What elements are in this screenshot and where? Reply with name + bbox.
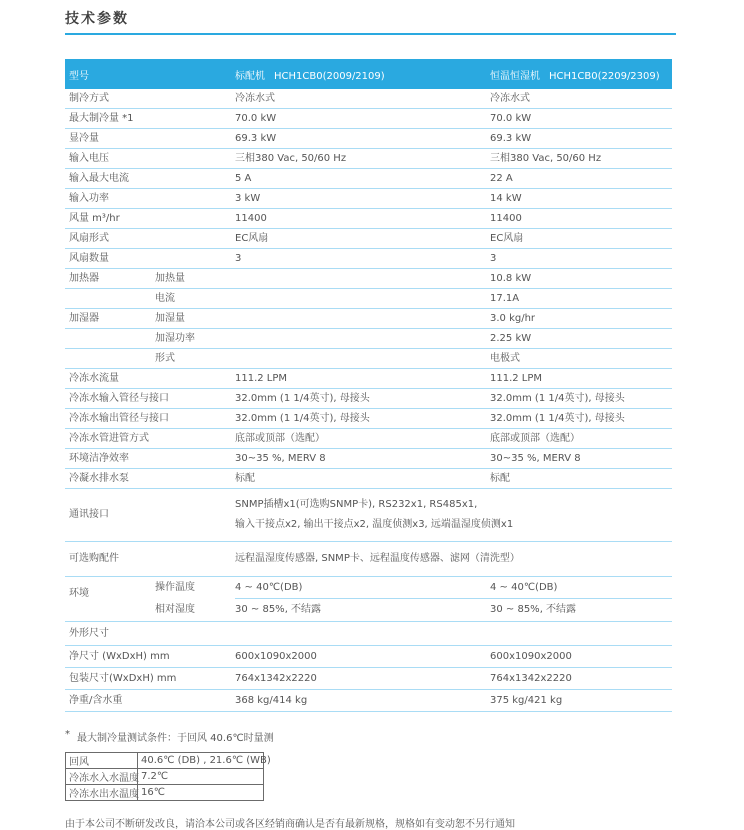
spec-row — [65, 329, 672, 349]
row-label: 冷冻水管进管方式 — [69, 432, 149, 444]
disclaimer-text: 由于本公司不断研发改良，请洽本公司或各区经销商确认是否有最新规格，规格如有变动恕不另行通知 — [65, 819, 515, 830]
test-condition-label: 冷冻水出水温度 — [69, 789, 139, 800]
spec-row — [65, 469, 672, 489]
row-label — [65, 349, 155, 368]
row-value-hvac: 10.8 kW — [490, 272, 532, 284]
row-value-standard: 标配 — [235, 472, 255, 484]
row-value-hvac: 电极式 — [490, 352, 520, 364]
header-hvac-label: 恒温恒湿机 — [490, 70, 540, 82]
header-model-label: 型号 — [69, 70, 89, 82]
row-value-span — [235, 542, 672, 576]
row-label: 制冷方式 — [69, 92, 109, 104]
row-sub-label — [155, 129, 235, 148]
test-condition-row — [66, 753, 271, 768]
row-sub-label: 操作温度 — [155, 582, 195, 593]
row-label: 输入电压 — [69, 152, 109, 164]
row-label — [65, 329, 155, 348]
header-standard-model: HCH1CB0(2009/2109) — [274, 70, 385, 82]
spec-row — [65, 169, 672, 189]
row-value-standard: 底部或顶部（选配） — [235, 432, 325, 444]
spec-row — [65, 89, 672, 109]
row-label: 净尺寸 (WxDxH) mm — [69, 650, 170, 662]
spec-row — [65, 646, 672, 668]
row-value-line: 输入干接点x2, 输出干接点x2, 温度侦测x3, 远端温湿度侦测x1 — [235, 519, 514, 530]
header-standard-column — [235, 67, 490, 82]
row-value-standard: 4 ~ 40℃(DB) — [235, 577, 490, 599]
row-value-hvac: 70.0 kW — [490, 112, 532, 124]
row-value-standard: 3 kW — [235, 192, 261, 204]
test-condition-row — [66, 768, 263, 784]
test-condition-value: 7.2℃ — [137, 769, 263, 784]
spec-row — [65, 389, 672, 409]
row-value-hvac: 30 ~ 85%, 不结露 — [490, 604, 577, 615]
spec-row — [65, 599, 672, 622]
row-label: 外形尺寸 — [69, 627, 109, 639]
spec-row — [65, 289, 672, 309]
row-sub-label: 电流 — [155, 292, 175, 304]
row-sub-label — [155, 622, 235, 645]
spec-row — [65, 429, 672, 449]
row-label: 最大制冷量 *1 — [69, 112, 134, 124]
footnote-text: 最大制冷量测试条件：于回风 40.6℃时量测 — [77, 733, 274, 744]
row-sub-label: 相对湿度 — [155, 604, 195, 615]
row-value-hvac: 3 — [490, 252, 497, 264]
row-label: 风扇形式 — [69, 232, 109, 244]
row-value-hvac: EC风扇 — [490, 232, 524, 244]
row-value-hvac: 冷冻水式 — [490, 92, 530, 104]
row-label: 风扇数量 — [69, 252, 109, 264]
row-value-hvac: 11400 — [490, 212, 522, 224]
row-value-line: 远程温湿度传感器, SNMP卡、远程温度传感器、滤网（清洗型） — [235, 553, 520, 564]
row-value-hvac: 三相380 Vac, 50/60 Hz — [490, 152, 602, 164]
row-sub-label — [155, 369, 235, 388]
spec-row — [65, 129, 672, 149]
page-title: 技术参数 — [65, 11, 129, 27]
row-value-standard — [235, 329, 490, 348]
row-sub-label — [155, 409, 235, 428]
spec-row — [65, 349, 672, 369]
title-underline — [65, 33, 676, 35]
spec-row — [65, 189, 672, 209]
row-label: 输入最大电流 — [69, 172, 129, 184]
row-value-hvac: 4 ~ 40℃(DB) — [490, 577, 672, 599]
spec-row — [65, 109, 672, 129]
row-label — [65, 289, 155, 308]
spec-row — [65, 249, 672, 269]
row-value-standard — [235, 289, 490, 308]
row-label: 冷冻水流量 — [69, 372, 119, 384]
row-value-standard: 三相380 Vac, 50/60 Hz — [235, 152, 347, 164]
row-value-hvac: 底部或顶部（选配） — [490, 432, 580, 444]
row-sub-label — [155, 489, 235, 541]
test-condition-value: 40.6℃ (DB) , 21.6℃ (WB) — [137, 753, 271, 768]
spec-row — [65, 269, 672, 289]
row-value-standard: 600x1090x2000 — [235, 650, 317, 662]
row-sub-label — [155, 469, 235, 488]
row-sub-label — [155, 449, 235, 468]
row-sub-label — [155, 690, 235, 711]
test-condition-label: 回风 — [69, 757, 89, 768]
row-value-hvac: 14 kW — [490, 192, 522, 204]
row-sub-label: 加湿量 — [155, 312, 185, 324]
row-value-standard: 32.0mm (1 1/4英寸), 母接头 — [235, 412, 370, 424]
row-label: 环境洁净效率 — [69, 452, 129, 464]
spec-row — [65, 409, 672, 429]
row-label: 包装尺寸(WxDxH) mm — [69, 672, 177, 684]
row-value-standard — [235, 349, 490, 368]
row-value-hvac: 3.0 kg/hr — [490, 312, 536, 324]
row-sub-label — [155, 668, 235, 689]
row-value-hvac: 2.25 kW — [490, 332, 532, 344]
row-sub-label — [155, 149, 235, 168]
row-label: 冷冻水输入管径与接口 — [69, 392, 169, 404]
header-hvac-column — [490, 67, 672, 82]
row-value-standard: 70.0 kW — [235, 112, 277, 124]
spec-row — [65, 622, 672, 646]
row-label: 加热器 — [69, 272, 99, 284]
row-label: 可选购配件 — [69, 553, 119, 564]
spec-row — [65, 542, 672, 577]
spec-row — [65, 577, 672, 599]
footnote-marker: * — [65, 729, 70, 740]
row-value-standard — [235, 622, 490, 645]
row-value-standard: EC风扇 — [235, 232, 269, 244]
row-sub-label — [155, 209, 235, 228]
row-label: 加湿器 — [69, 312, 99, 324]
row-value-standard: 30 ~ 85%, 不结露 — [235, 604, 322, 615]
row-sub-label — [155, 89, 235, 108]
row-sub-label — [155, 429, 235, 448]
spec-row — [65, 489, 672, 542]
row-sub-label — [155, 189, 235, 208]
row-value-standard: 冷冻水式 — [235, 92, 275, 104]
row-value-standard: 5 A — [235, 172, 252, 184]
spec-row — [65, 690, 672, 712]
header-standard-label: 标配机 — [235, 70, 265, 82]
row-label: 风量 m³/hr — [69, 212, 120, 224]
spec-row — [65, 229, 672, 249]
row-sub-label — [155, 169, 235, 188]
row-value-standard: 30~35 %, MERV 8 — [235, 452, 326, 464]
row-value-line: SNMP插槽x1(可选购SNMP卡), RS232x1, RS485x1, — [235, 499, 478, 510]
row-value-hvac: 111.2 LPM — [490, 372, 543, 384]
row-label: 环境 — [69, 588, 89, 599]
row-sub-label — [155, 646, 235, 667]
spec-table-header — [65, 59, 672, 89]
row-value-hvac: 375 kg/421 kg — [490, 694, 563, 706]
row-label: 通讯接口 — [69, 509, 109, 520]
spec-row — [65, 668, 672, 690]
spec-row — [65, 209, 672, 229]
spec-row — [65, 369, 672, 389]
spec-table — [65, 59, 672, 712]
row-sub-label — [155, 109, 235, 128]
row-value-hvac: 32.0mm (1 1/4英寸), 母接头 — [490, 392, 625, 404]
row-value-span — [235, 489, 672, 541]
row-value-hvac: 600x1090x2000 — [490, 650, 572, 662]
row-sub-label — [155, 249, 235, 268]
spec-rows — [65, 89, 672, 712]
row-value-hvac — [490, 622, 672, 645]
row-sub-label — [155, 229, 235, 248]
test-condition-row — [66, 784, 263, 800]
row-value-standard: 764x1342x2220 — [235, 672, 317, 684]
row-value-hvac: 30~35 %, MERV 8 — [490, 452, 581, 464]
row-value-standard: 368 kg/414 kg — [235, 694, 308, 706]
header-hvac-model: HCH1CB0(2209/2309) — [549, 70, 660, 82]
test-condition-label: 冷冻水入水温度 — [69, 773, 139, 784]
row-value-standard — [235, 269, 490, 288]
test-conditions-table — [65, 752, 271, 801]
spec-row — [65, 449, 672, 469]
row-sub-label — [155, 389, 235, 408]
row-value-standard: 3 — [235, 252, 242, 264]
row-value-standard: 32.0mm (1 1/4英寸), 母接头 — [235, 392, 370, 404]
footnote — [65, 729, 744, 744]
row-value-hvac: 32.0mm (1 1/4英寸), 母接头 — [490, 412, 625, 424]
row-value-hvac: 标配 — [490, 472, 510, 484]
row-value-standard: 111.2 LPM — [235, 372, 288, 384]
row-value-hvac: 22 A — [490, 172, 513, 184]
row-sub-label: 形式 — [155, 352, 175, 364]
row-value-standard — [235, 309, 490, 328]
row-label: 净重/含水重 — [69, 694, 123, 706]
row-value-hvac: 764x1342x2220 — [490, 672, 572, 684]
row-label: 冷冻水输出管径与接口 — [69, 412, 169, 424]
row-value-hvac: 69.3 kW — [490, 132, 532, 144]
row-label: 输入功率 — [69, 192, 109, 204]
row-value-standard: 69.3 kW — [235, 132, 277, 144]
row-sub-label — [155, 542, 235, 576]
spec-row — [65, 149, 672, 169]
row-label: 显冷量 — [69, 132, 99, 144]
row-sub-label: 加热量 — [155, 272, 185, 284]
row-label: 冷凝水排水泵 — [69, 472, 129, 484]
spec-row — [65, 309, 672, 329]
row-value-standard: 11400 — [235, 212, 267, 224]
test-condition-value: 16℃ — [137, 785, 263, 800]
row-sub-label: 加湿功率 — [155, 332, 195, 344]
row-value-hvac: 17.1A — [490, 292, 520, 304]
